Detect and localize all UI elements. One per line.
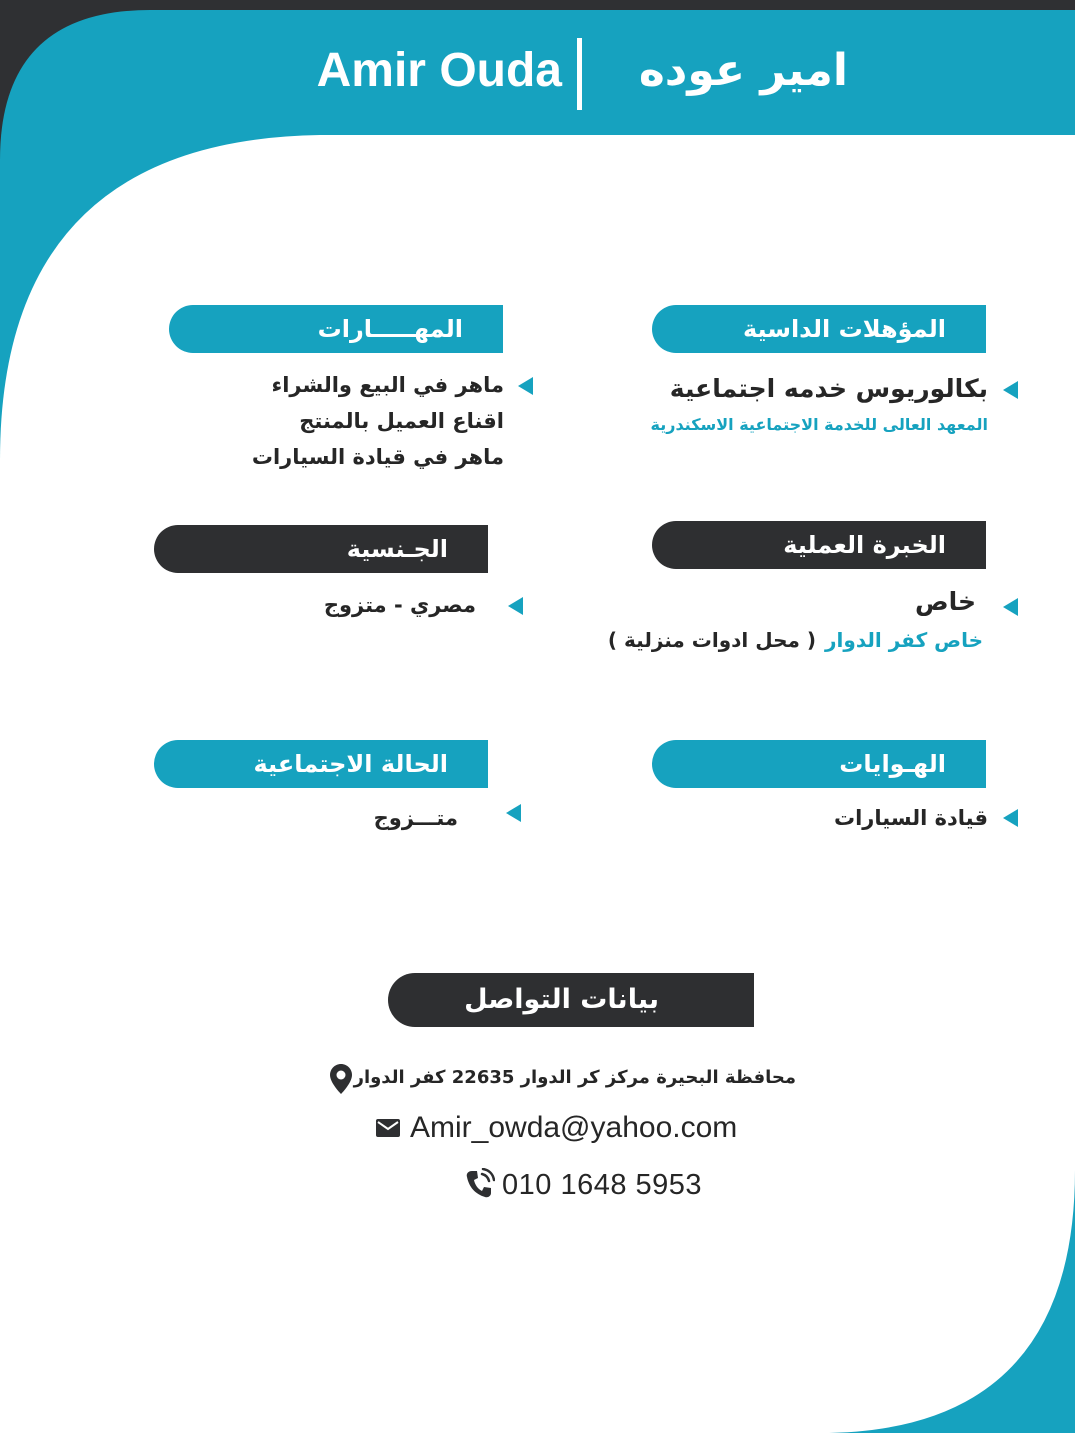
phone-text[interactable]: 010 1648 5953 [502, 1169, 703, 1201]
hobbies-heading: الهـوايات [652, 740, 986, 788]
hobbies-item: قيادة السيارات [834, 806, 988, 830]
hobbies-bullet-icon [1003, 809, 1018, 827]
skills-item: ماهر في قيادة السيارات [251, 445, 504, 469]
qualifications-bullet-icon [1003, 381, 1018, 399]
skills-item: اقناع العميل بالمنتج [299, 409, 504, 433]
skills-item: ماهر في البيع والشراء [271, 373, 504, 397]
experience-heading: الخبرة العملية [652, 521, 986, 569]
skills-bullet-icon [518, 377, 533, 395]
contact-heading: بيانات التواصل [388, 973, 754, 1027]
name-separator [577, 38, 582, 110]
location-pin-icon [330, 1064, 352, 1094]
phone-icon [463, 1168, 495, 1202]
name-english: Amir Ouda [316, 44, 562, 97]
marital-status-heading: الحالة الاجتماعية [154, 740, 488, 788]
email-icon [376, 1119, 400, 1137]
experience-detail-location: خاص كفر الدوار [825, 628, 983, 652]
experience-detail-type: ( محل ادوات منزلية ) [607, 628, 816, 652]
nationality-bullet-icon [508, 597, 523, 615]
address-text: محافظة البحيرة مركز كر الدوار 22635 كفر الدوار [353, 1067, 796, 1088]
experience-item: خاص [914, 587, 976, 616]
experience-bullet-icon [1003, 598, 1018, 616]
qualifications-detail: المعهد العالى للخدمة الاجتماعية الاسكندرية [650, 415, 988, 434]
qualifications-item: بكالوريوس خدمه اجتماعية [669, 374, 988, 403]
email-text[interactable]: Amir_owda@yahoo.com [410, 1111, 738, 1144]
marital-status-bullet-icon [506, 804, 521, 822]
skills-heading: المهـــــارات [169, 305, 503, 353]
qualifications-heading: المؤهلات الداسية [652, 305, 986, 353]
name-arabic: امير عوده [638, 45, 848, 96]
nationality-heading: الجـنسية [154, 525, 488, 573]
marital-status-item: متـــزوج [373, 806, 458, 830]
nationality-item: مصري - متزوج [323, 593, 476, 617]
